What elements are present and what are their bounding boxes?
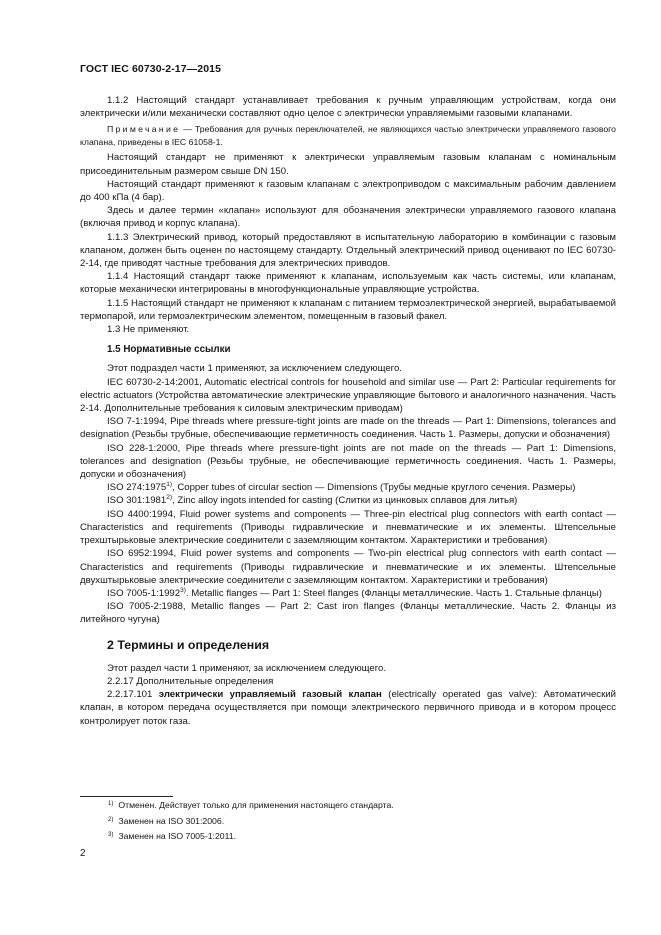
- paragraph-dn150: Настоящий стандарт не применяют к электрически управляемым газовым клапанам с номинальным присоединительным размером свыше DN 150.: [80, 152, 616, 177]
- note-label: Примечание: [107, 124, 181, 135]
- reference-title: , Copper tubes of circular section — Dimensions (Трубы медные круглого сечения. Размеры): [172, 482, 576, 494]
- page-header: ГОСТ IEC 60730-2-17—2015: [80, 63, 222, 75]
- document-body: [80, 94, 616, 728]
- paragraph-valve-term: Здесь и далее термин «клапан» используют для обозначения электрически управляемого газового клапана (включая привод и корпус клапана).: [80, 205, 616, 230]
- definition-text: (electrically operated gas valve): Автоматический клапан, в котором передача осуществляется при помощи электрического первичного привода и в котором процесс контролирует поток газа.: [80, 689, 616, 727]
- section-2-heading: 2 Термины и определения: [107, 637, 270, 652]
- paragraph-pressure: Настоящий стандарт применяют к газовым клапанам с электроприводом с максимальным рабочим давлением до 400 кПа (4 бар).: [80, 178, 616, 204]
- footnote-divider: [80, 796, 173, 797]
- note-text: — Требования для ручных переключателей, не являющихся частью электрически управляемого газового клапана, приведены в IEC 61058-1.: [80, 124, 616, 147]
- page-number: 2: [80, 848, 86, 859]
- footnote-mark: 2): [108, 816, 114, 823]
- paragraph-1-1-4: 1.1.4 Настоящий стандарт также применяют к клапанам, используемым как часть системы, или клапанам, которые механически интегрированы в многофункциональные управляющие устройства.: [80, 271, 616, 296]
- paragraph-2-intro: Этот раздел части 1 применяют, за исключением следующего.: [107, 662, 387, 674]
- reference-code: ISO 301:1981: [107, 495, 167, 507]
- definition-term: электрически управляемый газовый клапан: [158, 689, 382, 701]
- paragraph-2-2-17: 2.2.17 Дополнительные определения: [107, 675, 274, 687]
- reference-iec-60730-2-14: IEC 60730-2-14:2001, Automatic electrical controls for household and similar use — Part 2: Particular requirements for electric actuators (Устройства автоматические электрические управляющие бытового и аналогичного назначения. Часть 2-14. Дополнительные требования к силовым электрическим приводам): [80, 376, 616, 415]
- paragraph-1-1-3: 1.1.3 Электрический привод, который предоставляют в испытательную лабораторию в комбинации с газовым клапаном, должен быть оценен по настоящему стандарту. Отдельный электрический привод оценивают по IEC 60730-2-14, где приводят частные требования для электрических приводов.: [80, 231, 616, 270]
- footnote-text: Заменен на ISO 7005-1:2011.: [118, 831, 237, 841]
- footnote-marker: 1): [166, 481, 172, 489]
- reference-iso-6952: ISO 6952:1994, Fluid power systems and components — Two-pin electrical plug connectors with earth contact — Characteristics and requirements (Приводы гидравлические и пневматические и их элементы. Штепсельные двухштырьковые электрические соединители с заземляющим контактом. Характеристики и требования): [80, 548, 616, 586]
- paragraph-1-5-intro: Этот подраздел части 1 применяют, за исключением следующего.: [107, 363, 402, 375]
- reference-title: , Zinc alloy ingots intended for casting (Слитки из цинковых сплавов для литья): [172, 495, 518, 507]
- reference-code: ISO 7005-1:1992: [107, 587, 181, 599]
- reference-title: . Metallic flanges — Part 1: Steel flanges (Фланцы металлические. Часть 1. Стальные фланцы): [185, 587, 602, 599]
- footnote-text: Отменен. Действует только для применения настоящего стандарта.: [118, 800, 394, 810]
- section-1-5-heading: 1.5 Нормативные ссылки: [107, 344, 231, 356]
- reference-iso-7-1: ISO 7-1:1994, Pipe threads where pressure-tight joints are made on the threads — Part 1: Dimensions, tolerances and designation (Резьбы трубные, обеспечивающие герметичность соединения. Часть 1. Размеры, допуски и обозначения): [80, 416, 616, 441]
- footnote-mark: 3): [108, 832, 114, 838]
- footnote-3: [108, 829, 394, 845]
- paragraph-1-3: 1.3 Не применяют.: [107, 324, 190, 336]
- note: [80, 123, 616, 148]
- footnote-marker: 3): [180, 586, 186, 594]
- reference-iso-274: [80, 481, 616, 494]
- footnote-mark: 1): [108, 801, 114, 807]
- definition-number: 2.2.17.101: [107, 689, 159, 701]
- reference-iso-7005-1: [80, 587, 616, 600]
- footnote-2: [108, 814, 394, 830]
- paragraph-1-1-2: 1.1.2 Настоящий стандарт устанавливает требования к ручным управляющим устройствам, когда они электрически и/или механически составляют одно целое с электрически управляемыми газовыми клапанами.: [80, 95, 616, 120]
- reference-iso-4400: ISO 4400:1994, Fluid power systems and components — Three-pin electrical plug connectors with earth contact — Characteristics and requirements (Приводы гидравлические и пневматические и их элементы. Штепсельные трехштырьковые электрические соединители с заземляющим контактом. Характеристики и требования): [80, 508, 616, 547]
- reference-iso-301: [80, 494, 616, 507]
- reference-iso-7005-2: ISO 7005-2:1988, Metallic flanges — Part 2: Cast iron flanges (Фланцы металлические. Часть 2. Фланцы из литейного чугуна): [80, 601, 616, 626]
- paragraph-1-1-5: 1.1.5 Настоящий стандарт не применяют к клапанам с питанием термоэлектрической энергией, вырабатываемой термопарой, или термоэлектрическим элементом, помещенным в газовый факел.: [80, 297, 616, 322]
- footnote-text: Заменен на ISO 301:2006.: [118, 815, 225, 826]
- footnote-marker: 2): [166, 494, 172, 502]
- footnote-1: [108, 798, 394, 814]
- reference-iso-228-1: ISO 228-1:2000, Pipe threads where pressure-tight joints are not made on the threads — Part 1: Dimensions, tolerances and designation (Резьбы трубные, не обеспечивающие герметичность соединения. Часть 1. Размеры, допуски и обозначения): [80, 442, 616, 481]
- definition-2-2-17-101: [80, 688, 616, 728]
- footnotes: [108, 798, 394, 845]
- reference-code: ISO 274:1975: [107, 482, 167, 494]
